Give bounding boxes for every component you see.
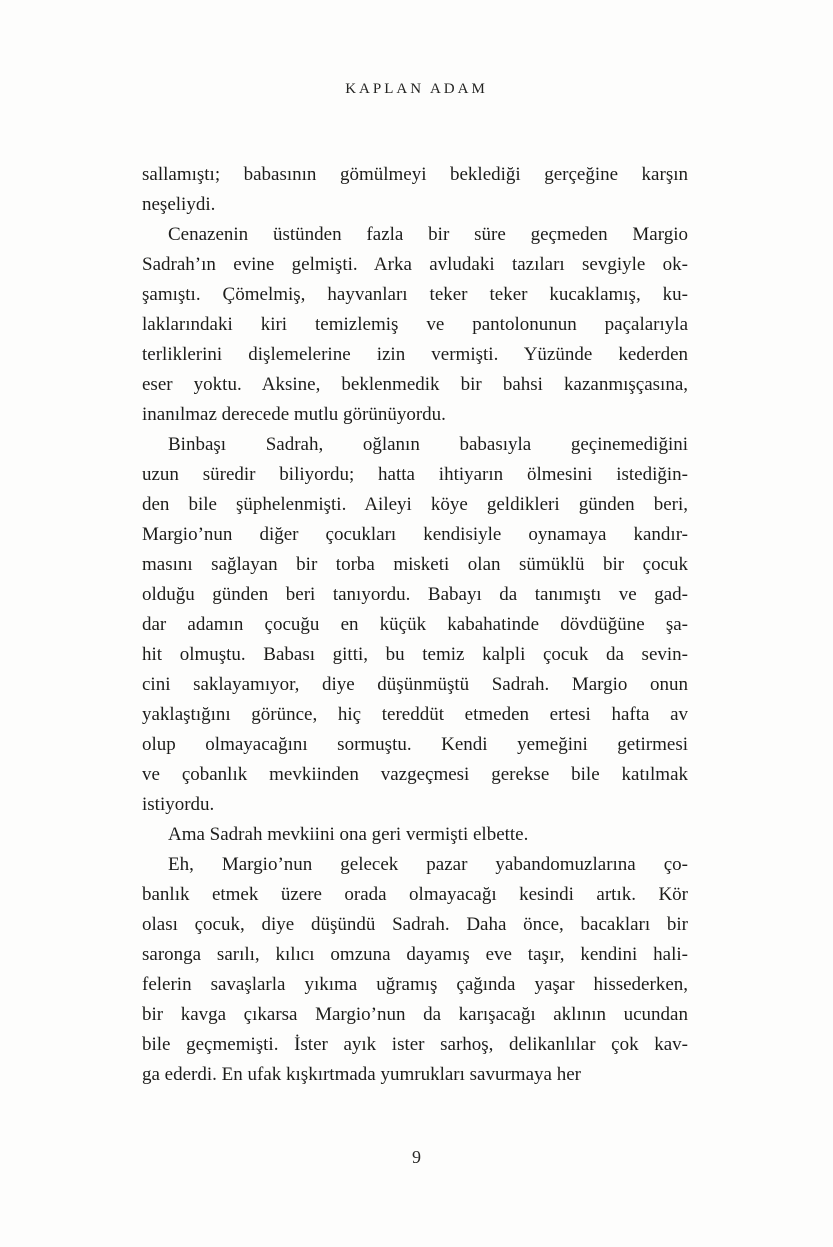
text-line: olup olmayacağını sormuştu. Kendi yemeğini getirmesi [142,734,688,755]
text-line: hit olmuştu. Babası gitti, bu temiz kalpli çocuk da sevin- [142,644,688,665]
text-line: masını sağlayan bir torba misketi olan sümüklü bir çocuk [142,554,688,575]
text-line: sallamıştı; babasının gömülmeyi beklediği gerçeğine karşın [142,164,688,185]
text-line: Cenazenin üstünden fazla bir süre geçmeden Margio [168,224,688,245]
text-line: olası çocuk, diye düşündü Sadrah. Daha önce, bacakları bir [142,914,688,935]
text-line: den bile şüphelenmişti. Aileyi köye geldikleri günden beri, [142,494,688,515]
text-line: dar adamın çocuğu en küçük kabahatinde dövdüğüne şa- [142,614,688,635]
text-line: cini saklayamıyor, diye düşünmüştü Sadrah. Margio onun [142,674,688,695]
text-line: neşeliydi. [142,194,216,215]
page-number: 9 [412,1147,421,1167]
text-line: bile geçmemişti. İster ayık ister sarhoş, delikanlılar çok kav- [142,1034,688,1055]
text-line: Margio’nun diğer çocukları kendisiyle oynamaya kandır- [142,524,688,545]
text-line: Sadrah’ın evine gelmişti. Arka avludaki tazıları sevgiyle ok- [142,254,688,275]
text-line: yaklaştığını görünce, hiç tereddüt etmeden ertesi hafta av [142,704,688,725]
running-header-title: KAPLAN ADAM [345,81,488,97]
text-line: banlık etmek üzere orada olmayacağı kesindi artık. Kör [142,884,688,905]
text-line: Ama Sadrah mevkiini ona geri vermişti elbette. [168,824,529,845]
text-line: şamıştı. Çömelmiş, hayvanları teker teker kucaklamış, ku- [142,284,688,305]
text-line: bir kavga çıkarsa Margio’nun da karışacağı aklının ucundan [142,1004,688,1025]
text-line: uzun süredir biliyordu; hatta ihtiyarın ölmesini istediğin- [142,464,688,485]
text-line: ve çobanlık mevkiinden vazgeçmesi gerekse bile katılmak [142,764,688,785]
text-line: saronga sarılı, kılıcı omzuna dayamış eve taşır, kendini hali- [142,944,688,965]
text-line: felerin savaşlarla yıkıma uğramış çağında yaşar hissederken, [142,974,688,995]
text-line: terliklerini dişlemelerine izin vermişti. Yüzünde kederden [142,344,688,365]
text-line: Eh, Margio’nun gelecek pazar yabandomuzlarına ço- [168,854,688,875]
text-line: laklarındaki kiri temizlemiş ve pantolonunun paçalarıyla [142,314,688,335]
body-text [142,160,688,1090]
text-line: eser yoktu. Aksine, beklenmedik bir bahsi kazanmışçasına, [142,374,688,395]
text-line: istiyordu. [142,794,215,815]
text-line: inanılmaz derecede mutlu görünüyordu. [142,404,446,425]
text-line: ga ederdi. En ufak kışkırtmada yumrukları savurmaya her [142,1064,581,1085]
text-line: olduğu günden beri tanıyordu. Babayı da tanımıştı ve gad- [142,584,688,605]
text-line: Binbaşı Sadrah, oğlanın babasıyla geçinemediğini [168,434,688,455]
